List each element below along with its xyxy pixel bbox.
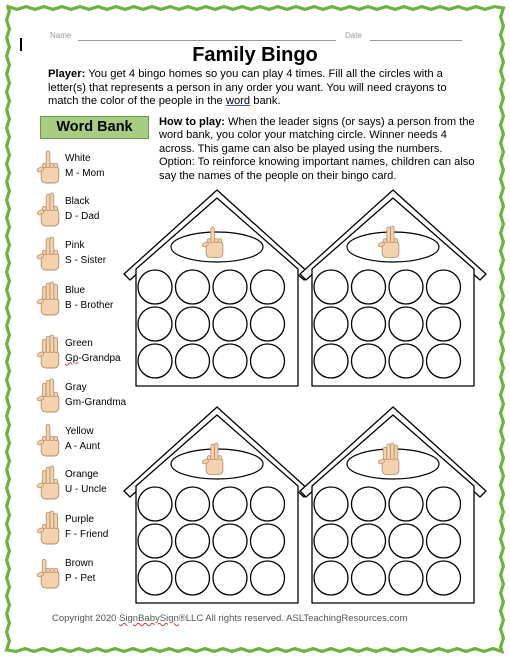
bingo-circle[interactable] <box>176 307 210 341</box>
word-bank-text <box>65 195 99 224</box>
bingo-circle[interactable] <box>352 487 386 521</box>
bingo-circle[interactable] <box>427 307 461 341</box>
bingo-circle[interactable] <box>314 307 348 341</box>
bingo-circle[interactable] <box>176 487 210 521</box>
bingo-circle[interactable] <box>138 561 172 595</box>
bingo-circle[interactable] <box>352 270 386 304</box>
word-bank-color: Yellow <box>65 426 94 437</box>
word-bank-entry: Gp-Grandpa <box>65 352 121 364</box>
hand-sign-icon <box>37 193 59 226</box>
bingo-home-4 <box>296 403 491 607</box>
bingo-circle[interactable] <box>251 487 285 521</box>
bingo-circle[interactable] <box>251 270 285 304</box>
word-bank-text <box>65 152 104 181</box>
bingo-circle[interactable] <box>352 524 386 558</box>
bingo-circle[interactable] <box>427 344 461 378</box>
word-bank-entry: A - Aunt <box>65 440 101 452</box>
hand-sign-icon <box>37 282 59 315</box>
copyright-prefix: Copyright 2020 <box>52 613 120 624</box>
hand-sign-icon <box>37 559 59 588</box>
hand-sign-icon <box>37 335 59 368</box>
bingo-circle[interactable] <box>138 270 172 304</box>
how-to-play-label: How to play: <box>159 116 225 128</box>
hand-sign-icon <box>37 237 59 270</box>
intro-label: Player: <box>48 68 86 80</box>
word-bank-color: White <box>65 153 91 164</box>
bingo-circle[interactable] <box>314 270 348 304</box>
copyright-notice <box>52 613 407 624</box>
hand-sign-icon <box>37 379 59 412</box>
bingo-circle[interactable] <box>251 524 285 558</box>
bingo-circle[interactable] <box>213 524 247 558</box>
how-to-play-text: When the leader signs (or says) a person from the word bank, you color your matching circle. Winner needs 4 across. This game can also be played using the numbers. Option: To reinforce knowing important names, children can also say the names of the people on their bingo card. <box>159 116 475 182</box>
date-label: Date <box>345 31 362 40</box>
bingo-circle[interactable] <box>176 524 210 558</box>
word-bank-color: Orange <box>65 469 99 480</box>
intro-text-1: You get 4 bingo homes so you can play 4 times. Fill all the circles with a letter(s) that represents a person in any order you want. You will need crayons to match the color of the people in the <box>48 68 447 108</box>
word-bank-color: Gray <box>65 382 87 393</box>
word-bank-color: Pink <box>65 240 85 251</box>
bingo-circle[interactable] <box>389 344 423 378</box>
intro-paragraph <box>48 68 478 109</box>
bingo-circle[interactable] <box>389 270 423 304</box>
bingo-circle[interactable] <box>213 487 247 521</box>
bingo-circle[interactable] <box>389 307 423 341</box>
bingo-circle[interactable] <box>314 524 348 558</box>
word-bank-color: Brown <box>65 558 94 569</box>
bingo-circle[interactable] <box>314 561 348 595</box>
word-bank-text <box>65 513 108 542</box>
hand-sign-icon <box>37 424 59 456</box>
how-to-play-paragraph <box>159 116 477 183</box>
bingo-circle[interactable] <box>352 561 386 595</box>
bingo-circle[interactable] <box>213 270 247 304</box>
bingo-circle[interactable] <box>427 270 461 304</box>
hand-sign-icon <box>37 151 59 183</box>
intro-word: word <box>225 95 251 108</box>
word-bank-text <box>65 381 126 410</box>
bingo-circle[interactable] <box>138 344 172 378</box>
word-bank-color: Blue <box>65 285 86 296</box>
date-line[interactable] <box>370 40 462 41</box>
word-bank-entry: Gm-Grandma <box>65 396 127 408</box>
bingo-circle[interactable] <box>138 524 172 558</box>
word-bank-entry: D - Dad <box>65 210 100 222</box>
word-bank-text <box>65 557 95 586</box>
bingo-circle[interactable] <box>176 344 210 378</box>
name-date-row <box>50 31 462 43</box>
word-bank-text <box>65 284 113 313</box>
name-label: Name <box>50 31 72 40</box>
bingo-circle[interactable] <box>427 524 461 558</box>
bingo-circle[interactable] <box>389 524 423 558</box>
bingo-circle[interactable] <box>427 487 461 521</box>
word-bank-color: Purple <box>65 514 94 525</box>
bingo-circle[interactable] <box>251 561 285 595</box>
word-bank-entry: F - Friend <box>65 528 109 540</box>
word-bank-entry: B - Brother <box>65 299 114 311</box>
word-bank-color: Green <box>65 338 93 349</box>
bingo-circle[interactable] <box>352 307 386 341</box>
bingo-circle[interactable] <box>389 487 423 521</box>
bingo-circle[interactable] <box>138 307 172 341</box>
bingo-circle[interactable] <box>389 561 423 595</box>
word-bank-heading: Word Bank <box>40 116 149 139</box>
page-title: Family Bingo <box>192 44 318 66</box>
bingo-circle[interactable] <box>427 561 461 595</box>
bingo-circle[interactable] <box>213 307 247 341</box>
bingo-circle[interactable] <box>352 344 386 378</box>
word-bank-text <box>65 468 107 497</box>
bingo-circle[interactable] <box>138 487 172 521</box>
bingo-circle[interactable] <box>213 561 247 595</box>
hand-sign-icon <box>37 511 59 544</box>
bingo-circle[interactable] <box>251 307 285 341</box>
bingo-home-3 <box>120 403 315 607</box>
word-bank-entry: U - Uncle <box>65 483 107 495</box>
copyright-brand: SignBabySign <box>119 613 179 624</box>
bingo-home-1 <box>120 186 315 390</box>
name-line[interactable] <box>78 40 336 41</box>
word-bank-text <box>65 425 100 454</box>
bingo-circle[interactable] <box>176 270 210 304</box>
bingo-circle[interactable] <box>176 561 210 595</box>
bingo-circle[interactable] <box>251 344 285 378</box>
word-bank-entry: S - Sister <box>65 254 107 266</box>
bingo-circle[interactable] <box>314 487 348 521</box>
word-bank-entry: M - Mom <box>65 167 105 179</box>
hand-sign-icon <box>37 466 59 499</box>
bingo-home-2 <box>296 186 491 390</box>
word-bank-text <box>65 239 106 268</box>
word-bank-color: Black <box>65 196 90 207</box>
bingo-circle[interactable] <box>314 344 348 378</box>
copyright-suffix: ®LLC All rights reserved. ASLTeachingResources.com <box>178 613 408 624</box>
intro-text-2: bank. <box>250 95 281 108</box>
word-bank-entry: P - Pet <box>65 572 96 584</box>
bingo-circle[interactable] <box>213 344 247 378</box>
word-bank-text <box>65 337 121 366</box>
